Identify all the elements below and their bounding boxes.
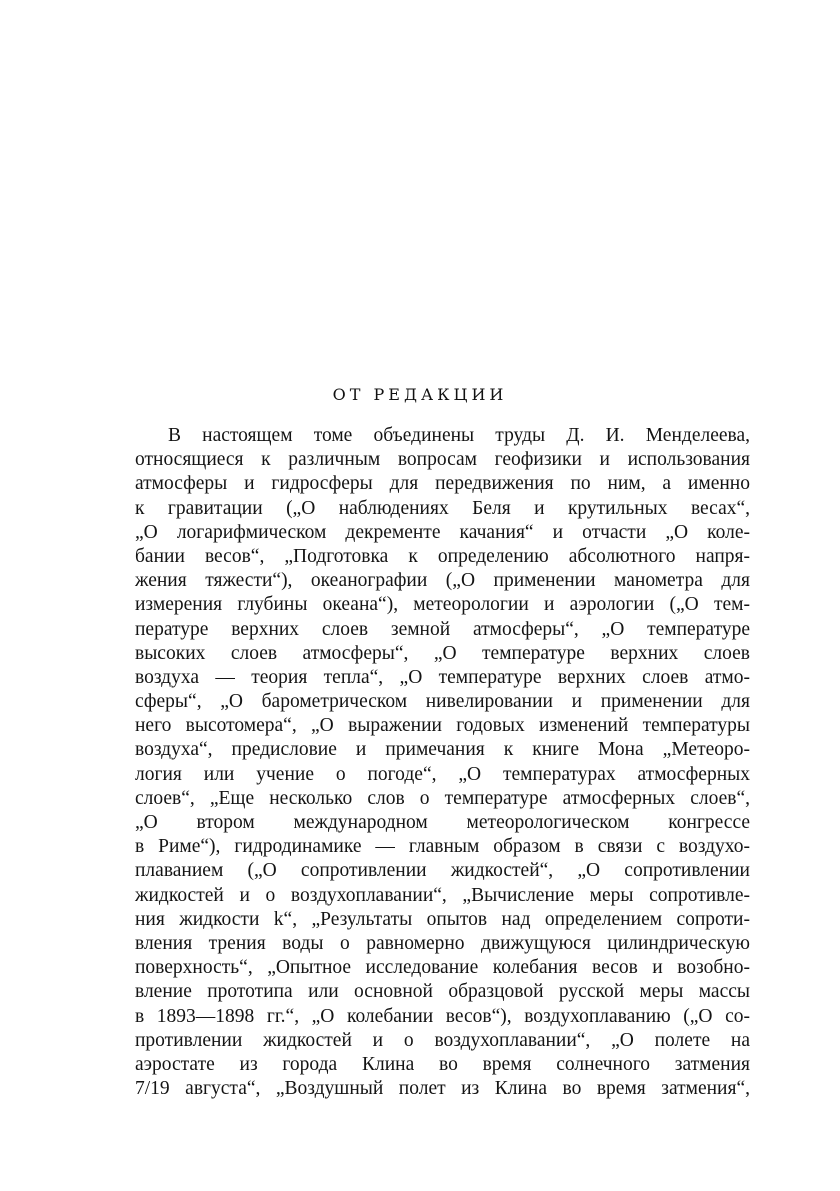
text-line: „О втором международном метеорологическом конгрессе bbox=[135, 812, 750, 833]
text-line: жидкостей и о воздухоплавании“, „Вычисление меры сопротивле- bbox=[135, 884, 750, 906]
text-line: пературе верхних слоев земной атмосферы“, „О температуре bbox=[135, 618, 750, 640]
text-line: бании весов“, „Подготовка к определению абсолютного напря- bbox=[135, 545, 750, 567]
text-line: воздуха — теория тепла“, „О температуре верхних слоев атмо- bbox=[135, 666, 750, 688]
text-line: ния жидкости k“, „Результаты опытов над определением сопроти- bbox=[135, 908, 750, 930]
text-line: аэростате из города Клина во время солнечного затмения bbox=[135, 1053, 750, 1075]
text-line: в 1893—1898 гг.“, „О колебании весов“), воздухоплаванию („О со- bbox=[135, 1005, 750, 1027]
text-line: В настоящем томе объединены труды Д. И. Менделеева, bbox=[168, 425, 750, 446]
text-line: высоких слоев атмосферы“, „О температуре верхних слоев bbox=[135, 642, 750, 664]
text-line: вление прототипа или основной образцовой русской меры массы bbox=[135, 981, 750, 1003]
text-line: измерения глубины океана“), метеорологии и аэрологии („О тем- bbox=[135, 594, 750, 616]
text-line: „О логарифмическом декременте качания“ и отчасти „О коле- bbox=[135, 521, 750, 543]
text-line: логия или учение о погоде“, „О температурах атмосферных bbox=[135, 763, 750, 785]
text-line: относящиеся к различным вопросам геофизики и использования bbox=[135, 449, 750, 471]
text-line: слоев“, „Еще несколько слов о температуре атмосферных слоев“, bbox=[135, 787, 750, 809]
text-line: воздуха“, предисловие и примечания к книге Мона „Метеоро- bbox=[135, 739, 750, 761]
page-title: ОТ РЕДАКЦИИ bbox=[332, 385, 508, 404]
text-line: в Риме“), гидродинамике — главным образом в связи с воздухо- bbox=[135, 836, 750, 858]
text-line: поверхность“, „Опытное исследование колебания весов и возобно- bbox=[135, 957, 750, 979]
body-paragraph bbox=[135, 424, 750, 1101]
text-line: противлении жидкостей и о воздухоплавании“, „О полете на bbox=[135, 1029, 750, 1051]
text-line: вления трения воды о равномерно движущуюся цилиндрическую bbox=[135, 932, 750, 954]
text-line: жения тяжести“), океанографии („О применении манометра для bbox=[135, 570, 750, 592]
text-line: него высотомера“, „О выражении годовых изменений температуры bbox=[135, 715, 750, 737]
text-line: плаванием („О сопротивлении жидкостей“, „О сопротивлении bbox=[135, 860, 750, 882]
text-line: 7/19 августа“, „Воздушный полет из Клина во время затмения“, bbox=[135, 1078, 750, 1100]
text-line: сферы“, „О барометрическом нивелировании и применении для bbox=[135, 691, 750, 713]
text-line: атмосферы и гидросферы для передвижения по ним, а именно bbox=[135, 473, 750, 495]
text-line: к гравитации („О наблюдениях Беля и крутильных весах“, bbox=[135, 497, 750, 519]
